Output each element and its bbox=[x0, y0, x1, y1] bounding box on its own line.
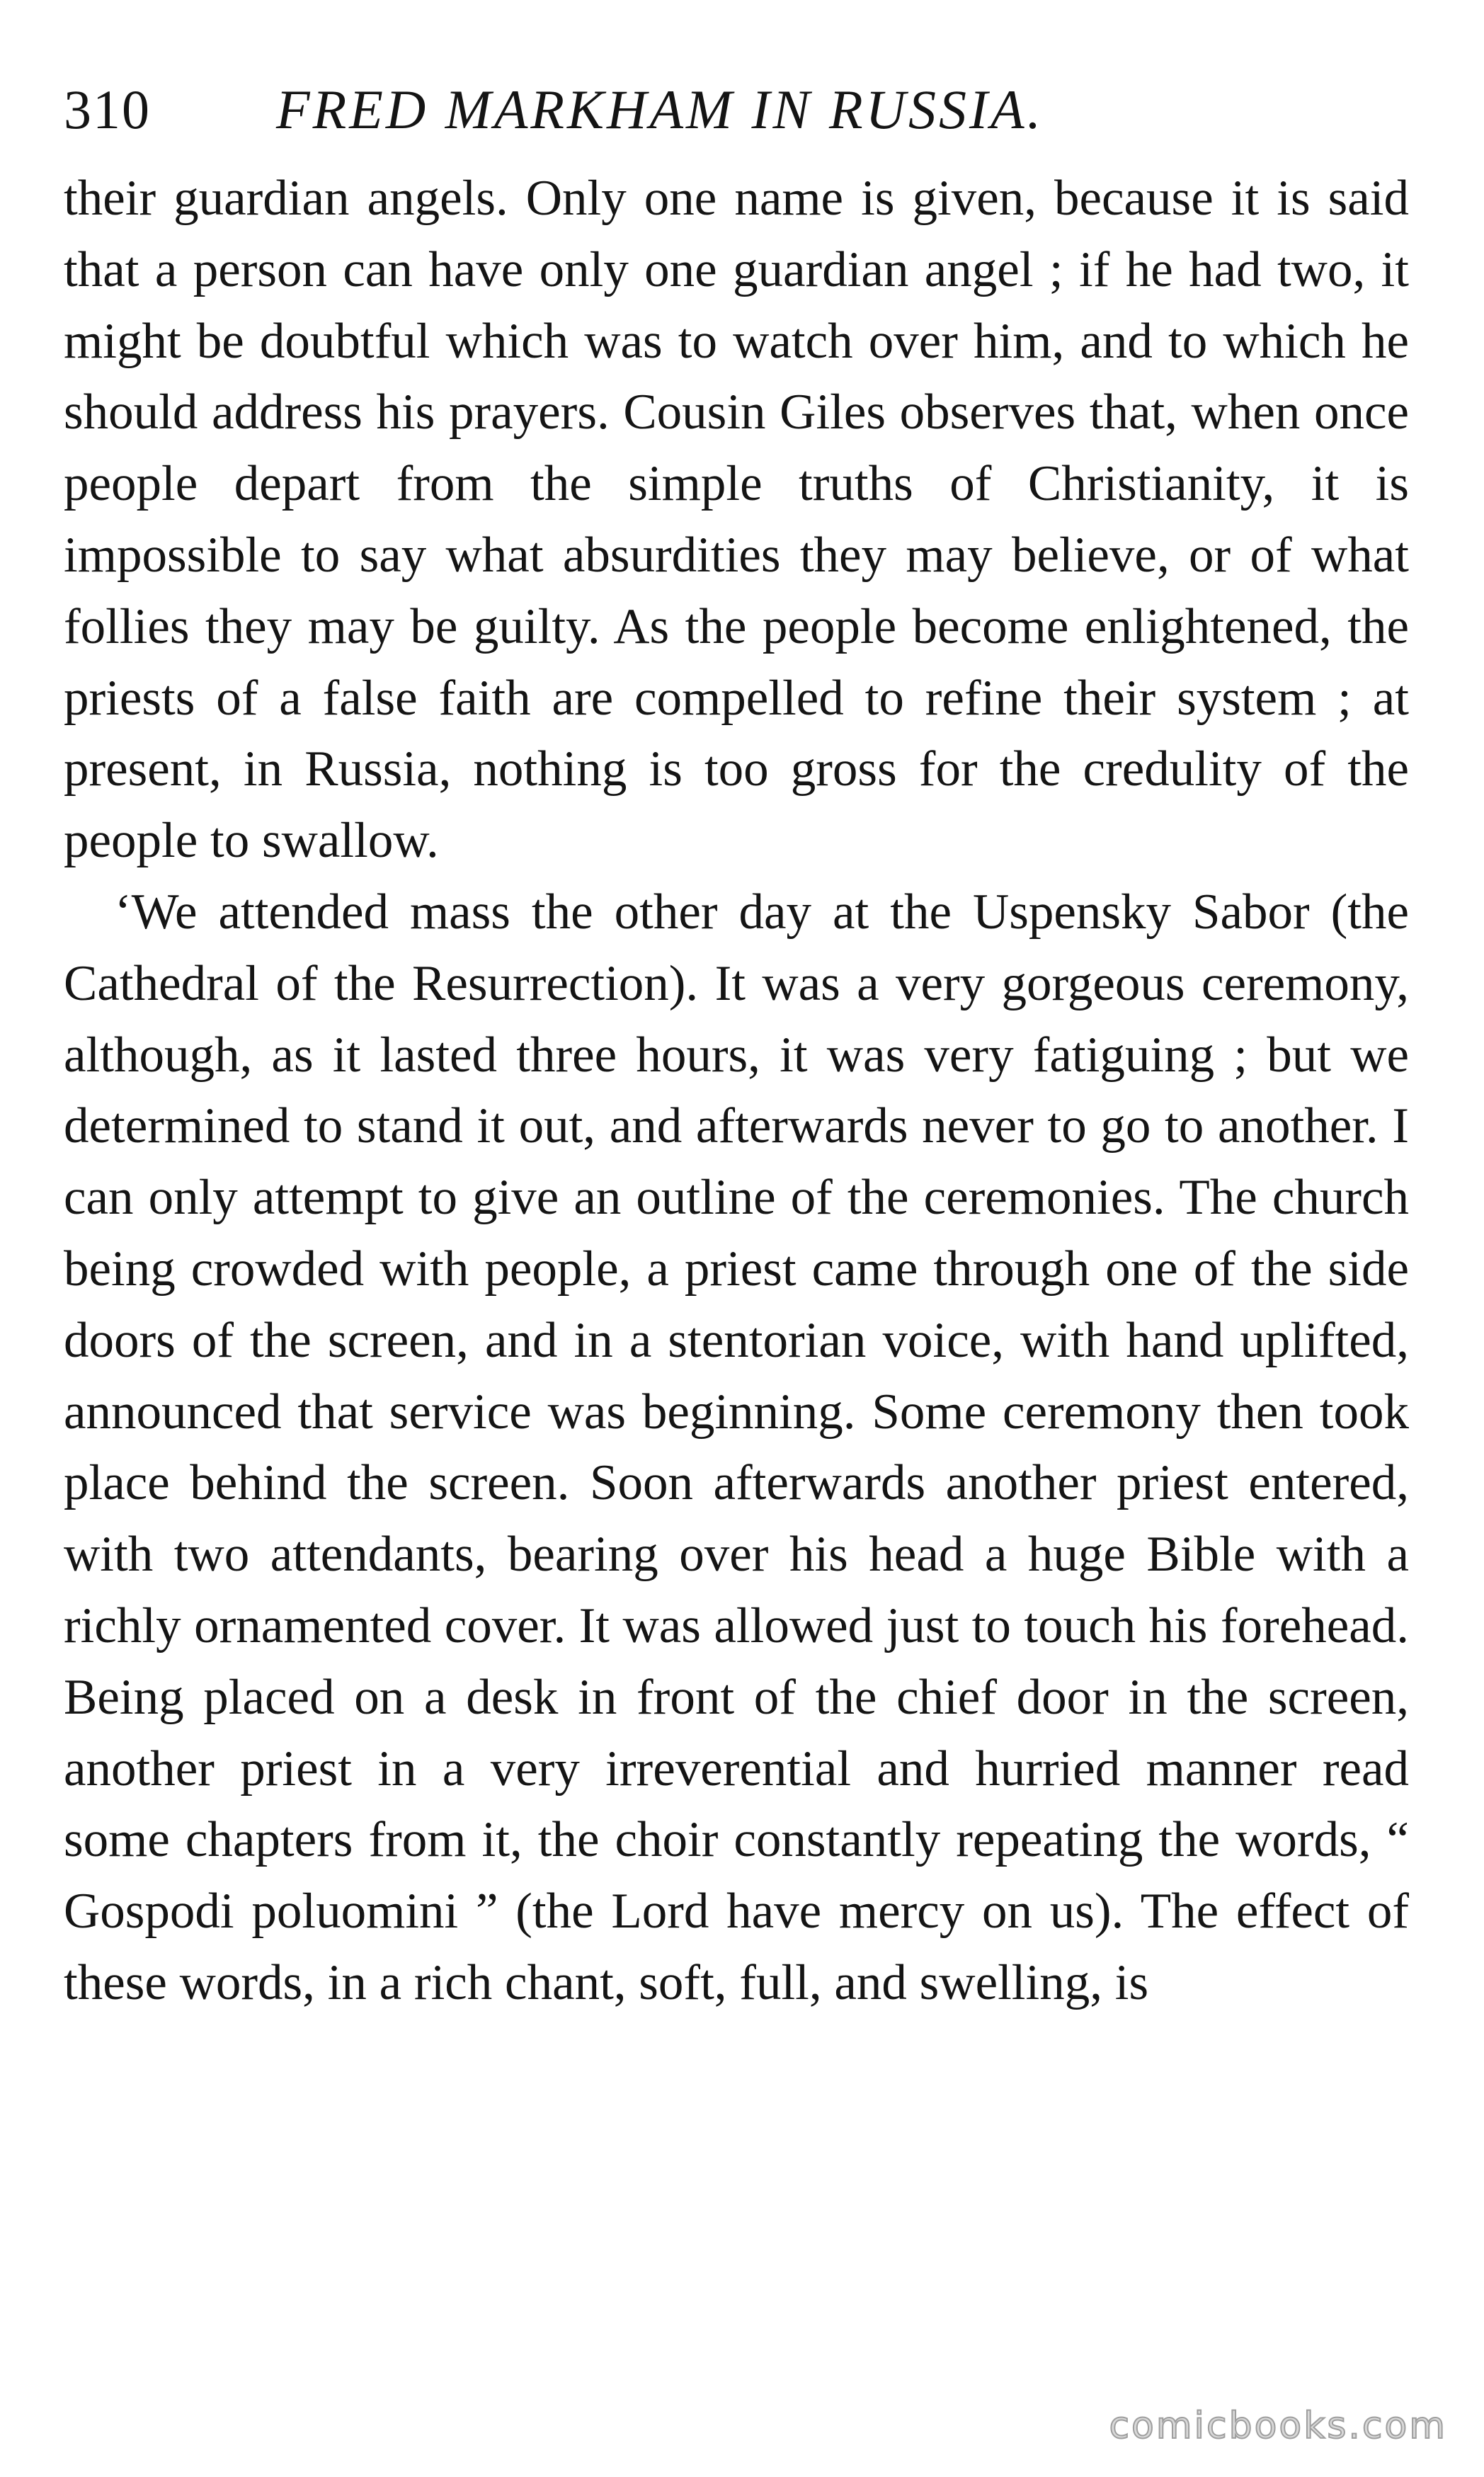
book-page bbox=[64, 57, 1409, 2415]
site-watermark: comicbooks.com bbox=[1109, 2405, 1447, 2447]
page-number: 310 bbox=[64, 79, 151, 140]
paragraph-continued: their guardian angels. Only one name is given, because it is said that a person can have only one guardian angel ; if he had two, it might be doubtful which was to watch over him, and to which he should address his prayers. Cousin Giles observes that, when once people depart from the simple truths of Christianity, it is impossible to say what absurdities they may believe, or of what follies they may be guilty. As the people become enlightened, the priests of a false faith are compelled to refine their system ; at present, in Russia, nothing is too gross for the credulity of the people to swallow. bbox=[64, 171, 1409, 869]
paragraph-mass-description: ‘We attended mass the other day at the Uspensky Sabor (the Cathedral of the Resurrection). It was a very gorgeous ceremony, although, as it lasted three hours, it was very fatiguing ; but we determined to stand it out, and afterwards never to go to another. I can only attempt to give an outline of the ceremonies. The church being crowded with people, a priest came through one of the side doors of the screen, and in a stentorian voice, with hand uplifted, announced that service was beginning. Some ceremony then took place behind the screen. Soon afterwards another priest entered, with two attendants, bearing over his head a huge Bible with a richly ornamented cover. It was allowed just to touch his forehead. Being placed on a desk in front of the chief door in the screen, another priest in a very irreverential and hurried manner read some chapters from it, the choir constantly repeating the words, “ Gospodi poluomini ” (the Lord have mercy on us). The effect of these words, in a rich chant, soft, full, and swelling, is bbox=[64, 884, 1409, 2010]
page-header bbox=[64, 57, 1409, 163]
running-title: FRED MARKHAM IN RUSSIA. bbox=[276, 79, 1044, 140]
body-text bbox=[64, 163, 1409, 2019]
